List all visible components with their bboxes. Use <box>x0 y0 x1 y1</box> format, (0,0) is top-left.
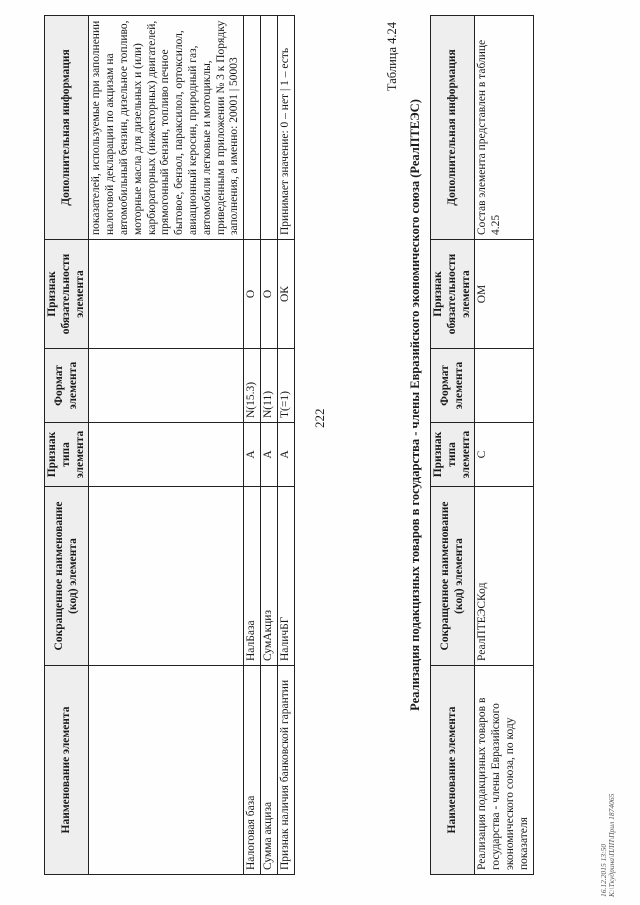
header-element-code: Сокращенное наименование (код) элемента <box>431 487 475 666</box>
cell-format: N(11) <box>260 349 277 423</box>
header-element-required: Признак обязательности элемента <box>45 240 89 349</box>
cell-format <box>89 349 244 423</box>
cell-info <box>244 16 261 240</box>
cell-required: ОМ <box>475 240 533 349</box>
header-additional-info: Дополнительная информация <box>45 16 89 240</box>
header-element-type: Признак типа элемента <box>431 423 475 487</box>
header-additional-info: Дополнительная информация <box>431 16 475 240</box>
cell-required <box>89 240 244 349</box>
cell-format: N(15.3) <box>244 349 261 423</box>
stamp-path: К:\Ткудрина\ПЛП\Прил 1874065 <box>607 793 617 897</box>
elements-table-424 <box>430 15 534 875</box>
cell-name: Налоговая база <box>244 666 261 875</box>
header-element-name: Наименование элемента <box>431 666 475 875</box>
cell-required: О <box>260 240 277 349</box>
header-element-required: Признак обязательности элемента <box>431 240 475 349</box>
cell-code: НаличБГ <box>277 487 294 666</box>
cell-required: ОК <box>277 240 294 349</box>
stamp-date: 16.12.2015 13:50 <box>599 843 608 897</box>
header-element-name: Наименование элемента <box>45 666 89 875</box>
cell-type: С <box>475 423 533 487</box>
cell-info: Принимает значение: 0 – нет | 1 – есть <box>277 16 294 240</box>
cell-type: А <box>244 423 261 487</box>
cell-code <box>89 487 244 666</box>
page-number: 222 <box>312 408 327 428</box>
cell-name: Реализация подакцизных товаров в государства - члены Евразийского экономического союза, по коду показателя <box>475 666 533 875</box>
cell-info: показателей, используемые при заполнении налоговой декларации по акцизам на автомобильный бензин, дизельное топливо, моторные масла для дизельных и (или) карбюраторных (инжекторных) двигателей, прямогонный бензин, топливо печное бытовое, бензол, параксилол, ортоксилол, авиационный керосин, природный газ, автомобили легковые и мотоциклы, приведенным в приложении № 3 к Порядку заполнения, а именно: 20001 | 50003 <box>89 16 244 240</box>
table-caption: Таблица 4.24 <box>385 22 399 92</box>
header-element-format: Формат элемента <box>431 349 475 423</box>
cell-code: НалБаза <box>244 487 261 666</box>
cell-name: Признак наличия банковской гарантии <box>277 666 294 875</box>
cell-format <box>475 349 533 423</box>
elements-table-continued <box>44 15 295 875</box>
header-element-format: Формат элемента <box>45 349 89 423</box>
table-row <box>89 16 244 875</box>
table-row <box>244 16 261 875</box>
cell-info <box>260 16 277 240</box>
table-header-row <box>431 16 475 875</box>
section-title: Реализация подакцизных товаров в государства - члены Евразийского экономического союза (РеалПТЕЭС) <box>408 99 422 711</box>
cell-format: T(=1) <box>277 349 294 423</box>
table-row <box>277 16 294 875</box>
header-element-type: Признак типа элемента <box>45 423 89 487</box>
print-stamp <box>600 794 617 897</box>
table-row <box>475 16 533 875</box>
cell-code: СумАкциз <box>260 487 277 666</box>
table-header-row <box>45 16 89 875</box>
cell-type: А <box>277 423 294 487</box>
cell-type: А <box>260 423 277 487</box>
cell-code: РеалПТЕЭСКод <box>475 487 533 666</box>
cell-name: Сумма акциза <box>260 666 277 875</box>
cell-name <box>89 666 244 875</box>
header-element-code: Сокращенное наименование (код) элемента <box>45 487 89 666</box>
table-row <box>260 16 277 875</box>
cell-info: Состав элемента представлен в таблице 4.25 <box>475 16 533 240</box>
cell-required: О <box>244 240 261 349</box>
cell-type <box>89 423 244 487</box>
